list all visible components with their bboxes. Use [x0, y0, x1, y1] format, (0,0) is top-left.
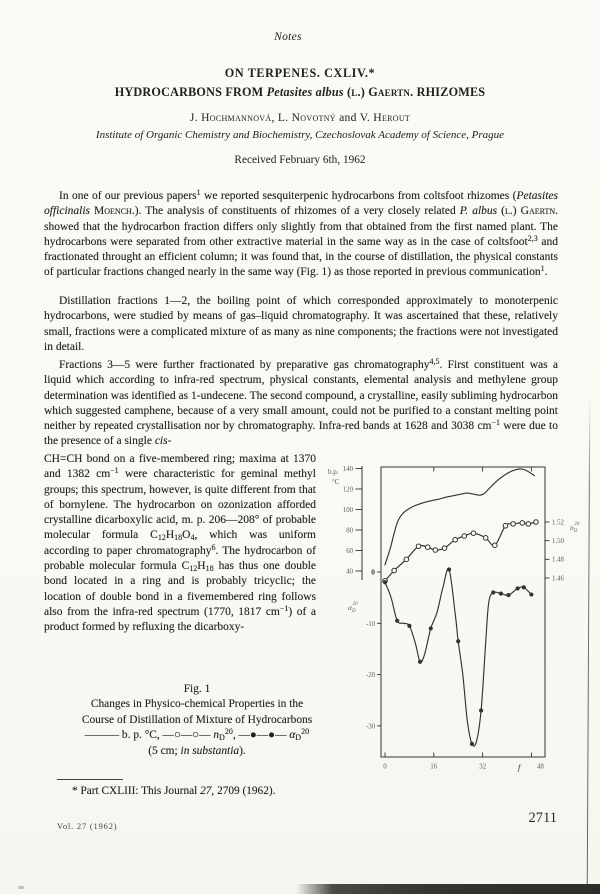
svg-text:80: 80	[346, 527, 353, 535]
journal-volume: Vol. 27 (1962)	[57, 821, 118, 831]
article-title: HYDROCARBONS FROM Petasites albus (l.) Gaertn. RHIZOMES	[114, 85, 486, 99]
paragraph-2: Distillation fractions 1—2, the boiling point of which corresponded approximately to monoterpenic hydrocarbons, were studied by means of gas–liquid chromatography. It was ascertained that these, relatively small, fractions were a complicated mixture of as many as nine components; the fractions were not investigated in detail.	[44, 295, 558, 353]
paragraph-1: In one of our previous papers$^1$ we reported sesquiterpenic hydrocarbons from coltsfoot rhizomes (Petasites officinalis Moench.). The analysis of constituents of rhizomes of a very closely related P. albus (l.) Gaertn. showed that the hydrocarbon fraction differs only slightly from that obtained from the first named plant. The hydrocarbons were separated from other extractive material in the same way as in the case of coltsfoot$^{2,3}$ and fractionated throught an efficient column; it was found that, in the course of distillation, the physical constants of particular fractions changed nearly in the same way (Fig. 1) as those reported in previous communication$^1$.	[44, 188, 559, 279]
figure-caption-note: (5 cm; in substantia).	[148, 744, 246, 757]
svg-text:60: 60	[346, 547, 353, 555]
svg-text:nD20: $n_D20$	[570, 522, 580, 534]
affiliation-line: Institute of Organic Chemistry and Biochemistry, Czechoslovak Academy of Science, Prague	[95, 129, 505, 141]
svg-text:-20: -20	[365, 672, 375, 680]
footnote-rule	[57, 779, 123, 780]
figure-plot	[322, 458, 600, 788]
svg-text:b.p.: b.p.	[328, 468, 339, 476]
figure-caption	[44, 682, 350, 759]
svg-text:°C: °C	[332, 478, 340, 486]
svg-text:αD20: $\alpha_D20$	[348, 602, 358, 614]
figure-caption-line2: Course of Distillation of Mixture of Hydrocarbons	[81, 713, 313, 726]
svg-text:0: 0	[383, 762, 387, 771]
svg-text:16: 16	[430, 762, 438, 771]
scan-artifact-bottom-bar	[296, 884, 600, 894]
svg-text:1.48: 1.48	[552, 556, 564, 564]
svg-text:40: 40	[346, 568, 353, 576]
paragraph-3-continued: CH=CH bond on a five-membered ring; maxima at 1370 and 1382 $cm^{-1}$ were characteristic for geminal methyl groups; this spectrum, however, is quite different from that of bornylene. The hydrocarbon on ozonization afforded crystalline dicarboxylic acid, m. p. 206—208° of probable molecular formula $C_{12}H_{18}O_4$, which was uniform according to paper chromatography$^6$. The hydrocarbon of probable molecular formula $C_{12}H_{18}$ has thus one double bond located in a ring and is probably tricyclic; the location of double bond in a fivemembered ring follows also from the infra-red spectrum (1770, 1817 $cm^{-1}$) of a product formed by refluxing the dicarboxy-	[44, 453, 316, 634]
scan-artifact-smudge	[18, 886, 24, 889]
svg-text:100: 100	[342, 506, 353, 514]
footnote: * Part CXLIII: This Journal 27, 2709 (1962).	[72, 785, 276, 797]
figure-caption-title: Fig. 1	[183, 683, 211, 695]
article-series-title: ON TERPENES. CXLIV.*	[224, 66, 376, 80]
page-number: 2711	[528, 810, 557, 826]
svg-text:1.46: 1.46	[552, 575, 564, 583]
svg-text:32: 32	[479, 762, 487, 771]
svg-text:120: 120	[342, 486, 353, 494]
svg-text:48: 48	[536, 762, 544, 771]
svg-text:f: f	[518, 762, 521, 772]
figure-caption-line1: Changes in Physico-chemical Properties in the	[90, 698, 304, 711]
svg-text:1.52: 1.52	[552, 519, 564, 527]
received-line: Received February 6th, 1962	[234, 154, 366, 166]
authors-line: J. Hochmannová, L. Novotný and V. Herout	[189, 111, 411, 124]
figure-legend: ——— b. p. °C, —○—○— $n_D^{20}$, —●—●— $\alpha_D^{20}$	[84, 727, 310, 743]
figure-1	[322, 458, 600, 788]
svg-text:1.50: 1.50	[552, 538, 564, 546]
svg-text:-10: -10	[365, 620, 375, 628]
svg-text:0: 0	[371, 567, 375, 577]
running-head: Notes	[274, 31, 302, 43]
svg-text:-30: -30	[365, 723, 375, 731]
paragraph-3: Fractions 3—5 were further fractionated by preparative gas chromatography$^{4,5}$. First constituent was a liquid which according to infra-red spectrum, physical constants, elemental analysis and methylene group determination was identified as 1-undecene. The second compound, a crystalline, easily subliming hydrocarbon which suggested camphene, because of a very small amount, could not be purified to a constant melting point neither by repeated crystallisation nor by chromatography. Infra-red bands at 1628 and 3038 $cm^{-1}$ were due to the presence of a single cis-	[44, 357, 558, 448]
svg-text:140: 140	[342, 465, 353, 473]
